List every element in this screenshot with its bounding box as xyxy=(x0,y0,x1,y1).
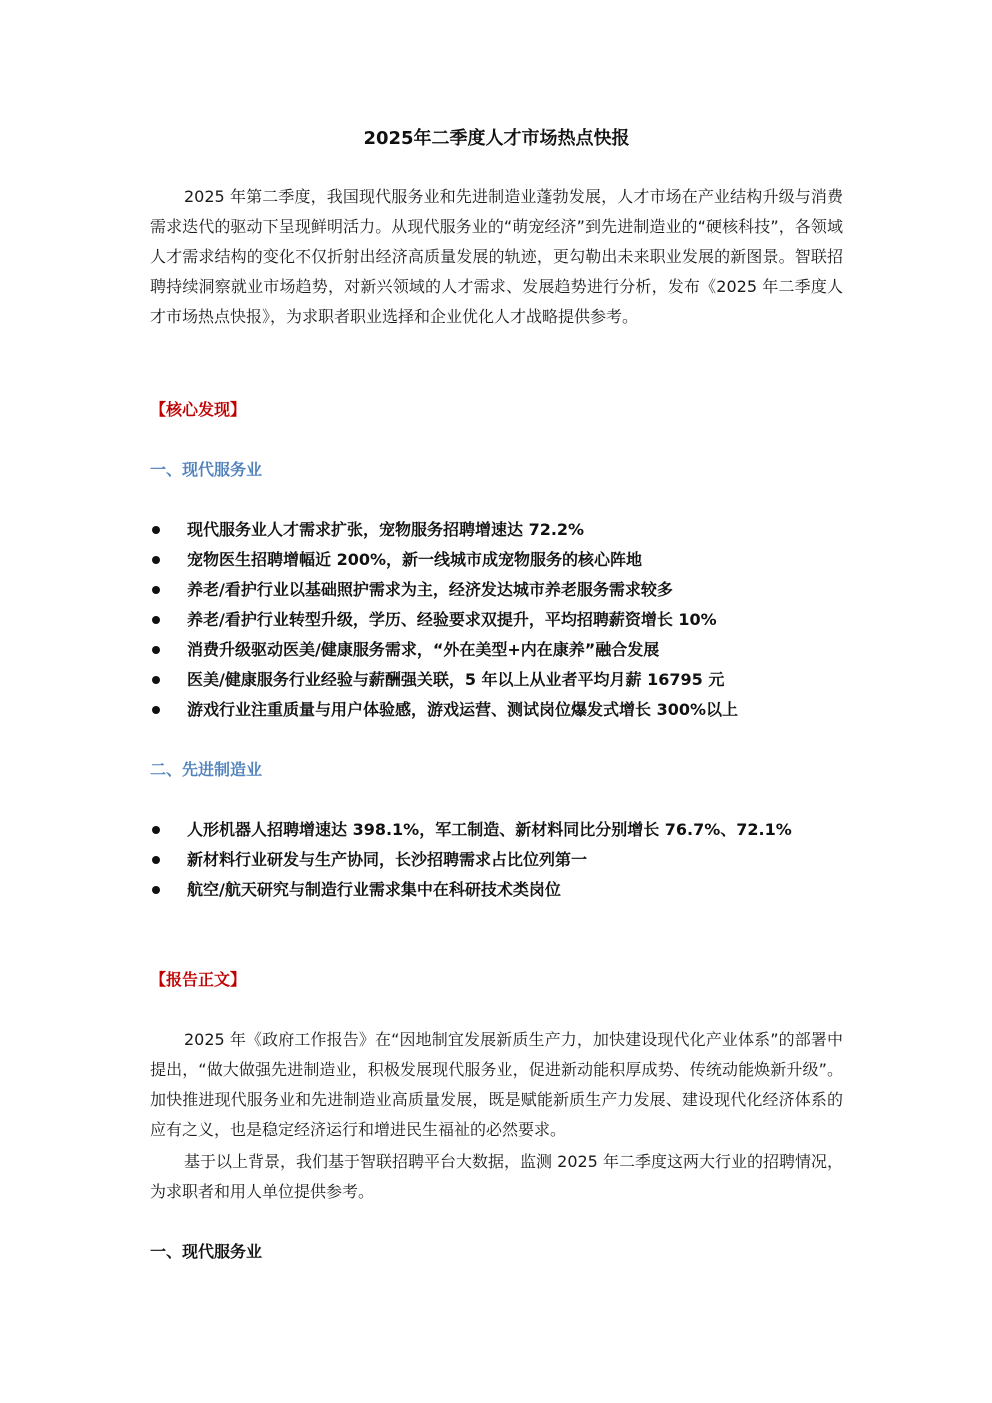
bullet-dot-icon xyxy=(152,646,160,654)
bullet-text: 养老/看护行业以基础照护需求为主，经济发达城市养老服务需求较多 xyxy=(187,580,673,599)
bullet-text: 航空/航天研究与制造行业需求集中在科研技术类岗位 xyxy=(187,880,561,899)
report-body-heading: 【报告正文】 xyxy=(150,970,247,989)
bullet-text: 养老/看护行业转型升级，学历、经验要求双提升，平均招聘薪资增长 10% xyxy=(187,610,717,629)
bullet-text: 新材料行业研发与生产协同，长沙招聘需求占比位列第一 xyxy=(187,850,588,869)
list-item xyxy=(150,695,843,725)
bullet-dot-icon xyxy=(152,556,160,564)
section1-heading: 一、现代服务业 xyxy=(150,460,263,479)
bullet-text: 现代服务业人才需求扩张，宠物服务招聘增速达 72.2% xyxy=(187,520,585,539)
bullet-text: 人形机器人招聘增速达 398.1%，军工制造、新材料同比分别增长 76.7%、72.1% xyxy=(187,820,792,839)
bullet-dot-icon xyxy=(152,676,160,684)
list-item xyxy=(150,635,843,665)
intro-paragraph: 2025 年第二季度，我国现代服务业和先进制造业蓬勃发展，人才市场在产业结构升级与消费需求迭代的驱动下呈现鲜明活力。从现代服务业的“萌宠经济”到先进制造业的“硬核科技”，各领域人才需求结构的变化不仅折射出经济高质量发展的轨迹，更勾勒出未来职业发展的新图景。智联招聘持续洞察就业市场趋势，对新兴领域的人才需求、发展趋势进行分析，发布《2025 年二季度人才市场热点快报》，为求职者职业选择和企业优化人才战略提供参考。 xyxy=(150,187,843,326)
section2-bullet-list xyxy=(150,815,843,905)
list-item xyxy=(150,575,843,605)
list-item xyxy=(150,515,843,545)
list-item xyxy=(150,875,843,905)
list-item xyxy=(150,605,843,635)
report-paragraph-1: 2025 年《政府工作报告》在“因地制宜发展新质生产力，加快建设现代化产业体系”的部署中提出，“做大做强先进制造业，积极发展现代服务业，促进新动能积厚成势、传统动能焕新升级”。加快推进现代服务业和先进制造业高质量发展，既是赋能新质生产力发展、建设现代化经济体系的应有之义，也是稳定经济运行和增进民生福祉的必然要求。 xyxy=(150,1030,843,1139)
section1-bullet-list xyxy=(150,515,843,725)
bullet-dot-icon xyxy=(152,886,160,894)
core-findings-heading: 【核心发现】 xyxy=(150,400,247,419)
list-item xyxy=(150,665,843,695)
document-title: 2025年二季度人才市场热点快报 xyxy=(363,128,630,149)
section2-heading: 二、先进制造业 xyxy=(150,760,263,779)
bullet-text: 医美/健康服务行业经验与薪酬强关联，5 年以上从业者平均月薪 16795 元 xyxy=(187,670,725,689)
bullet-dot-icon xyxy=(152,706,160,714)
bullet-dot-icon xyxy=(152,826,160,834)
bullet-text: 宠物医生招聘增幅近 200%，新一线城市成宠物服务的核心阵地 xyxy=(187,550,643,569)
bullet-dot-icon xyxy=(152,616,160,624)
bullet-dot-icon xyxy=(152,586,160,594)
bullet-dot-icon xyxy=(152,526,160,534)
report-paragraph-2: 基于以上背景，我们基于智联招聘平台大数据，监测 2025 年二季度这两大行业的招聘情况，为求职者和用人单位提供参考。 xyxy=(150,1152,843,1201)
bullet-text: 消费升级驱动医美/健康服务需求，“外在美型+内在康养”融合发展 xyxy=(187,640,660,659)
list-item xyxy=(150,815,843,845)
list-item xyxy=(150,845,843,875)
report-section1-heading: 一、现代服务业 xyxy=(150,1242,263,1261)
bullet-dot-icon xyxy=(152,856,160,864)
list-item xyxy=(150,545,843,575)
bullet-text: 游戏行业注重质量与用户体验感，游戏运营、测试岗位爆发式增长 300%以上 xyxy=(187,700,739,719)
